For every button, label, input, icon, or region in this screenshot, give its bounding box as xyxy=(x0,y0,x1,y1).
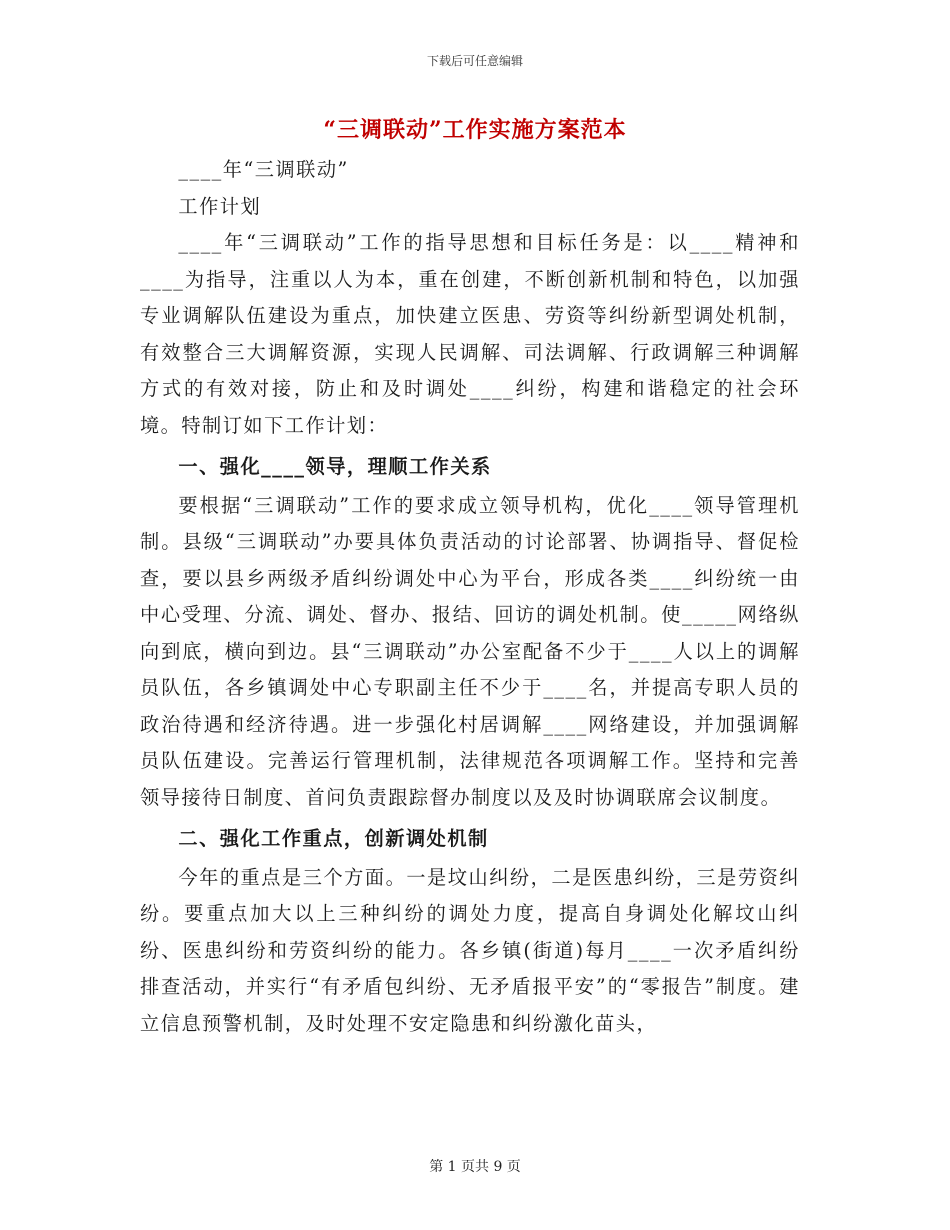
page-footer: 第 1 页共 9 页 xyxy=(429,1159,521,1175)
document-body xyxy=(140,152,800,1042)
section1-heading: 一、强化____领导，理顺工作关系 xyxy=(178,455,492,478)
section2-paragraph: 今年的重点是三个方面。一是坟山纠纷，二是医患纠纷，三是劳资纠纷。要重点加大以上三种纠纷的调处力度，提高自身调处化解坟山纠纷、医患纠纷和劳资纠纷的能力。各乡镇(街道)每月____一次矛盾纠纷排查活动，并实行“有矛盾包纠纷、无矛盾报平安”的“零报告”制度。建立信息预警机制，及时处理不安定隐患和纠纷激化苗头， xyxy=(140,865,800,1035)
subtitle-line-1: ____年“三调联动” xyxy=(178,158,349,181)
header-note: 下载后可任意编辑 xyxy=(426,54,523,68)
intro-paragraph: ____年“三调联动”工作的指导思想和目标任务是：以____精神和____为指导，注重以人为本，重在创建，不断创新机制和特色，以加强专业调解队伍建设为重点，加快建立医患、劳资等纠纷新型调处机制，有效整合三大调解资源，实现人民调解、司法调解、行政调解三种调解方式的有效对接，防止和及时调处____纠纷，构建和谐稳定的社会环境。特制订如下工作计划： xyxy=(140,231,800,437)
section2-heading: 二、强化工作重点，创新调处机制 xyxy=(178,827,489,850)
section1-paragraph: 要根据“三调联动”工作的要求成立领导机构，优化____领导管理机制。县级“三调联动”办要具体负责活动的讨论部署、协调指导、督促检查，要以县乡两级矛盾纠纷调处中心为平台，形成各类____纠纷统一由中心受理、分流、调处、督办、报结、回访的调处机制。使_____网络纵向到底，横向到边。县“三调联动”办公室配备不少于____人以上的调解员队伍，各乡镇调处中心专职副主任不少于____名，并提高专职人员的政治待遇和经济待遇。进一步强化村居调解____网络建设，并加强调解员队伍建设。完善运行管理机制，法律规范各项调解工作。坚持和完善领导接待日制度、首问负责跟踪督办制度以及及时协调联席会议制度。 xyxy=(140,493,800,809)
document-title: “三调联动”工作实施方案范本 xyxy=(323,117,627,143)
subtitle-line-2: 工作计划 xyxy=(178,194,262,218)
